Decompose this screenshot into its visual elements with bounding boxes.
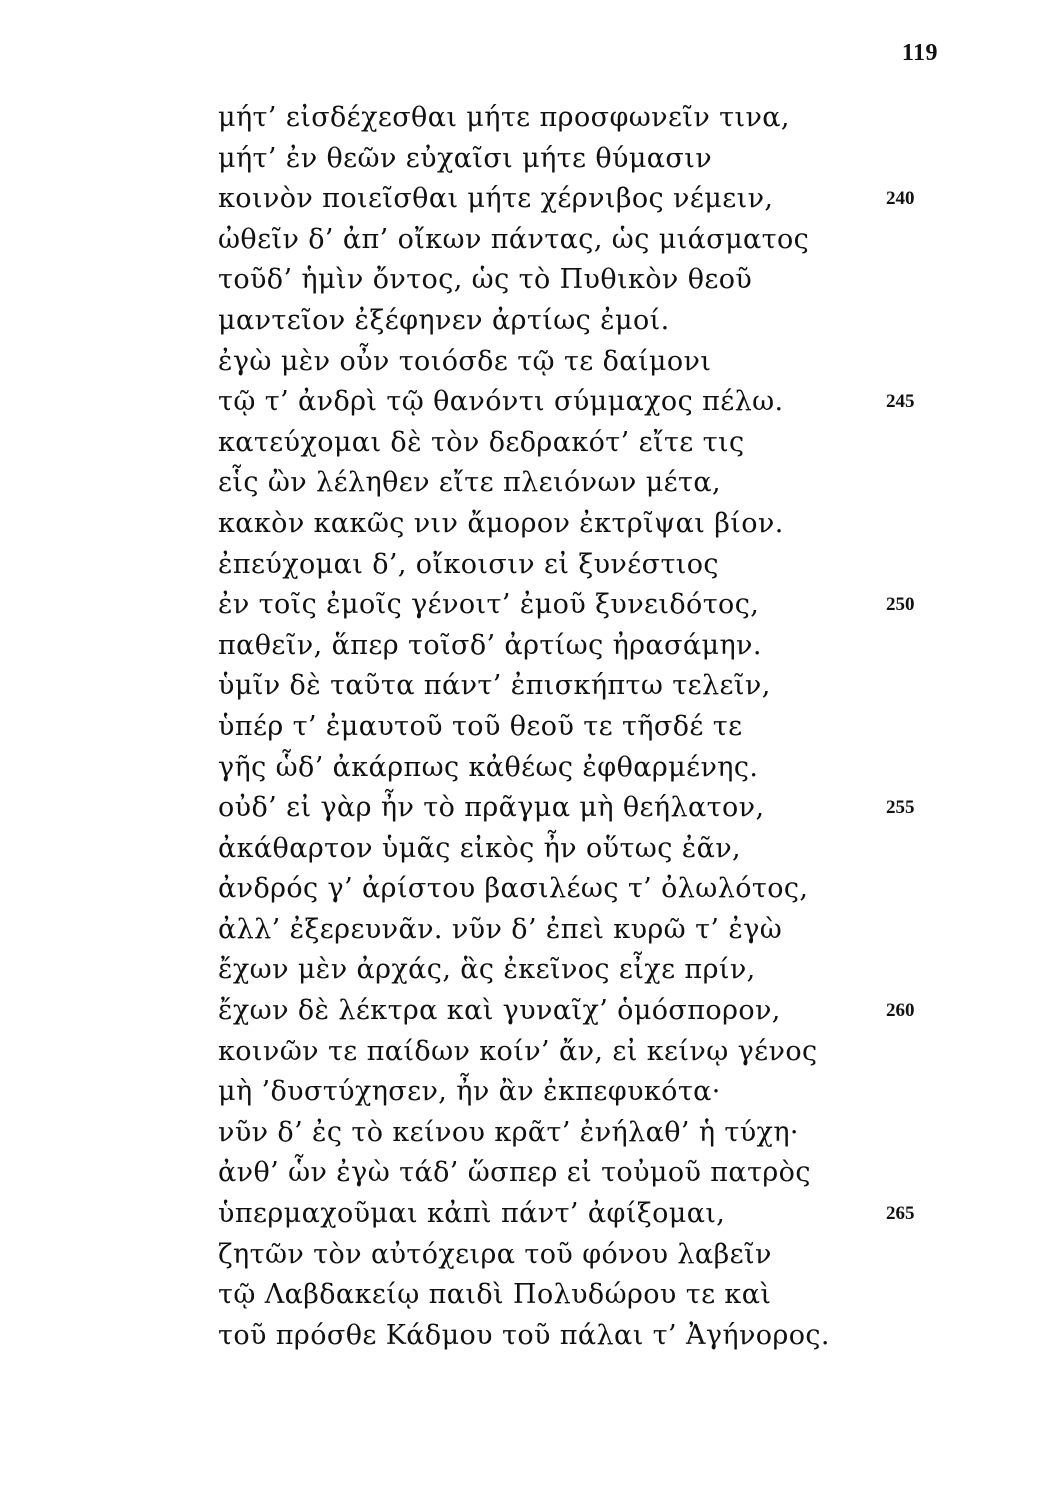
verse-text: ἀκάθαρτον ὑμᾶς εἰκὸς ἦν οὕτως ἐᾶν, <box>218 832 742 864</box>
page-number: 119 <box>901 40 938 66</box>
verse-line <box>218 1275 938 1316</box>
verse-text: τῷ τ’ ἀνδρὶ τῷ θανόντι σύμμαχος πέλω. <box>218 386 784 418</box>
line-number: 265 <box>886 1203 915 1225</box>
verse-text: ἐγὼ μὲν οὖν τοιόσδε τῷ τε δαίμονι <box>218 345 712 377</box>
verse-line <box>218 342 938 383</box>
verse-text: νῦν δ’ ἐς τὸ κείνου κρᾶτ’ ἐνήλαθ’ ἡ τύχη· <box>218 1116 799 1148</box>
verse-text: ὑπέρ τ’ ἐμαυτοῦ τοῦ θεοῦ τε τῆσδέ τε <box>218 710 743 742</box>
verse-line <box>218 707 938 748</box>
line-number: 250 <box>886 594 915 616</box>
verse-text: ἀνδρός γ’ ἀρίστου βασιλέως τ’ ὀλωλότος, <box>218 873 809 905</box>
verse-line <box>218 1113 938 1154</box>
verse-line <box>218 748 938 789</box>
verse-text: παθεῖν, ἅπερ τοῖσδ’ ἀρτίως ἠρασάμην. <box>218 629 762 661</box>
line-number: 240 <box>886 188 915 210</box>
verse-text: ἔχων δὲ λέκτρα καὶ γυναῖχ’ ὁμόσπορον, <box>218 995 781 1027</box>
verse-text: μαντεῖον ἐξέφηνεν ἀρτίως ἐμοί. <box>218 304 670 336</box>
verse-text: μήτ’ ἐν θεῶν εὐχαῖσι μήτε θύμασιν <box>218 142 713 174</box>
line-number: 245 <box>886 391 915 413</box>
verse-block <box>218 98 938 1356</box>
verse-text: κοινῶν τε παίδων κοίν’ ἄν, εἰ κείνῳ γένος <box>218 1035 818 1067</box>
verse-text: ὠθεῖν δ’ ἀπ’ οἴκων πάντας, ὡς μιάσματος <box>218 223 810 255</box>
verse-line <box>218 463 938 504</box>
verse-line <box>218 1072 938 1113</box>
verse-line <box>218 829 938 870</box>
line-number: 260 <box>886 1000 915 1022</box>
verse-text: ὑπερμαχοῦμαι κἀπὶ πάντ’ ἀφίξομαι, <box>218 1198 726 1230</box>
verse-line <box>218 1316 938 1357</box>
verse-text: τῷ Λαβδακείῳ παιδὶ Πολυδώρου τε καὶ <box>218 1279 772 1311</box>
verse-line <box>218 220 938 261</box>
verse-line <box>218 179 938 220</box>
verse-line <box>218 1235 938 1276</box>
verse-text: ὑμῖν δὲ ταῦτα πάντ’ ἐπισκήπτω τελεῖν, <box>218 670 771 702</box>
verse-line <box>218 1032 938 1073</box>
verse-text: γῆς ὧδ’ ἀκάρπως κἀθέως ἐφθαρμένης. <box>218 751 759 783</box>
verse-line <box>218 991 938 1032</box>
verse-line <box>218 504 938 545</box>
verse-line <box>218 545 938 586</box>
verse-line <box>218 788 938 829</box>
line-number: 255 <box>886 797 915 819</box>
verse-text: κοινὸν ποιεῖσθαι μήτε χέρνιβος νέμειν, <box>218 183 774 215</box>
verse-text: κακὸν κακῶς νιν ἄμορον ἐκτρῖψαι βίον. <box>218 507 784 539</box>
verse-line <box>218 585 938 626</box>
verse-line <box>218 423 938 464</box>
verse-line <box>218 869 938 910</box>
verse-line <box>218 626 938 667</box>
verse-text: ἀλλ’ ἐξερευνᾶν. νῦν δ’ ἐπεὶ κυρῶ τ’ ἐγὼ <box>218 913 783 945</box>
verse-text: ἐπεύχομαι δ’, οἴκοισιν εἰ ξυνέστιος <box>218 548 719 580</box>
verse-text: ἔχων μὲν ἀρχάς, ἃς ἐκεῖνος εἶχε πρίν, <box>218 954 756 986</box>
verse-line <box>218 666 938 707</box>
verse-text: μὴ ’δυστύχησεν, ἦν ἂν ἐκπεφυκότα· <box>218 1076 721 1108</box>
verse-text: ζητῶν τὸν αὐτόχειρα τοῦ φόνου λαβεῖν <box>218 1238 772 1270</box>
verse-line <box>218 1153 938 1194</box>
verse-line <box>218 260 938 301</box>
verse-line <box>218 382 938 423</box>
verse-text: εἷς ὢν λέληθεν εἴτε πλειόνων μέτα, <box>218 467 722 499</box>
verse-line <box>218 301 938 342</box>
verse-text: μήτ’ εἰσδέχεσθαι μήτε προσφωνεῖν τινα, <box>218 102 790 133</box>
verse-text: τοῦ πρόσθε Κάδμου τοῦ πάλαι τ’ Ἀγήνορος. <box>218 1319 830 1351</box>
verse-line <box>218 1194 938 1235</box>
verse-line <box>218 950 938 991</box>
verse-text: ἀνθ’ ὧν ἐγὼ τάδ’ ὥσπερ εἰ τοὐμοῦ πατρὸς <box>218 1157 811 1189</box>
verse-line <box>218 139 938 180</box>
verse-line <box>218 98 938 139</box>
verse-text: οὐδ’ εἰ γὰρ ἦν τὸ πρᾶγμα μὴ θεήλατον, <box>218 792 765 824</box>
verse-text: ἐν τοῖς ἐμοῖς γένοιτ’ ἐμοῦ ξυνειδότος, <box>218 589 760 621</box>
verse-text: κατεύχομαι δὲ τὸν δεδρακότ’ εἴτε τις <box>218 426 745 458</box>
verse-text: τοῦδ’ ἡμὶν ὄντος, ὡς τὸ Πυθικὸν θεοῦ <box>218 264 753 296</box>
verse-line <box>218 910 938 951</box>
